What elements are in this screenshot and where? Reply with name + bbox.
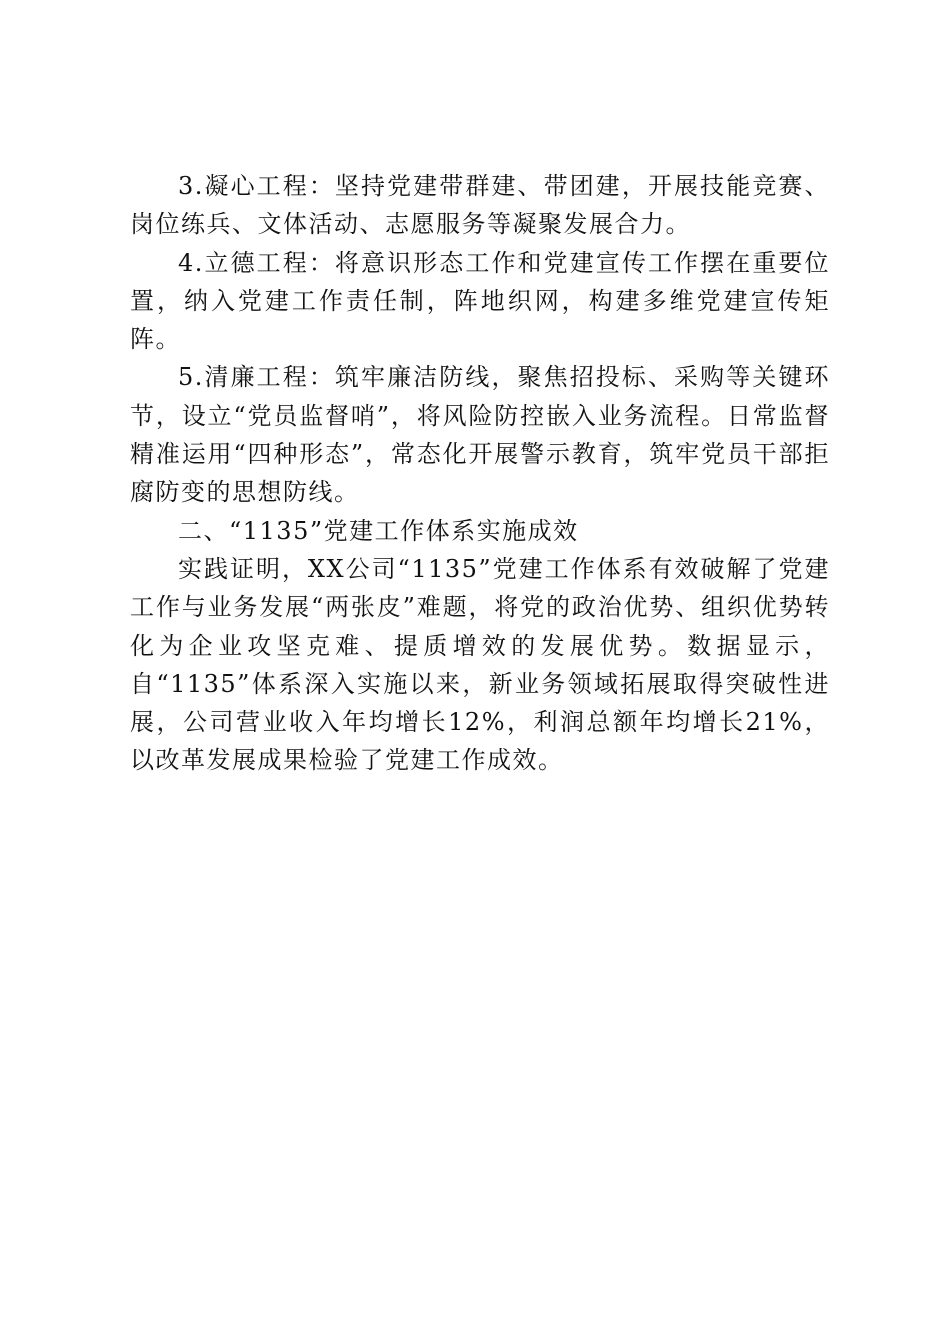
- paragraph-ningxin-project: 3.凝心工程：坚持党建带群建、带团建，开展技能竞赛、岗位练兵、文体活动、志愿服务等凝聚发展合力。: [130, 172, 830, 239]
- document-body: [130, 167, 830, 780]
- paragraph-results: 实践证明，XX公司“1135”党建工作体系有效破解了党建工作与业务发展“两张皮”难题，将党的政治优势、组织优势转化为企业攻坚克难、提质增效的发展优势。数据显示，自“1135”体系深入实施以来，新业务领域拓展取得突破性进展，公司营业收入年均增长12%，利润总额年均增长21%，以改革发展成果检验了党建工作成效。: [130, 554, 830, 775]
- paragraph-lide-project: 4.立德工程：将意识形态工作和党建宣传工作摆在重要位置，纳入党建工作责任制，阵地织网，构建多维党建宣传矩阵。: [130, 248, 830, 354]
- paragraph-qinglian-project: 5.清廉工程：筑牢廉洁防线，聚焦招投标、采购等关键环节，设立“党员监督哨”，将风险防控嵌入业务流程。日常监督精准运用“四种形态”，常态化开展警示教育，筑牢党员干部拒腐防变的思想防线。: [130, 363, 830, 507]
- section-heading: 二、“1135”党建工作体系实施成效: [178, 516, 579, 545]
